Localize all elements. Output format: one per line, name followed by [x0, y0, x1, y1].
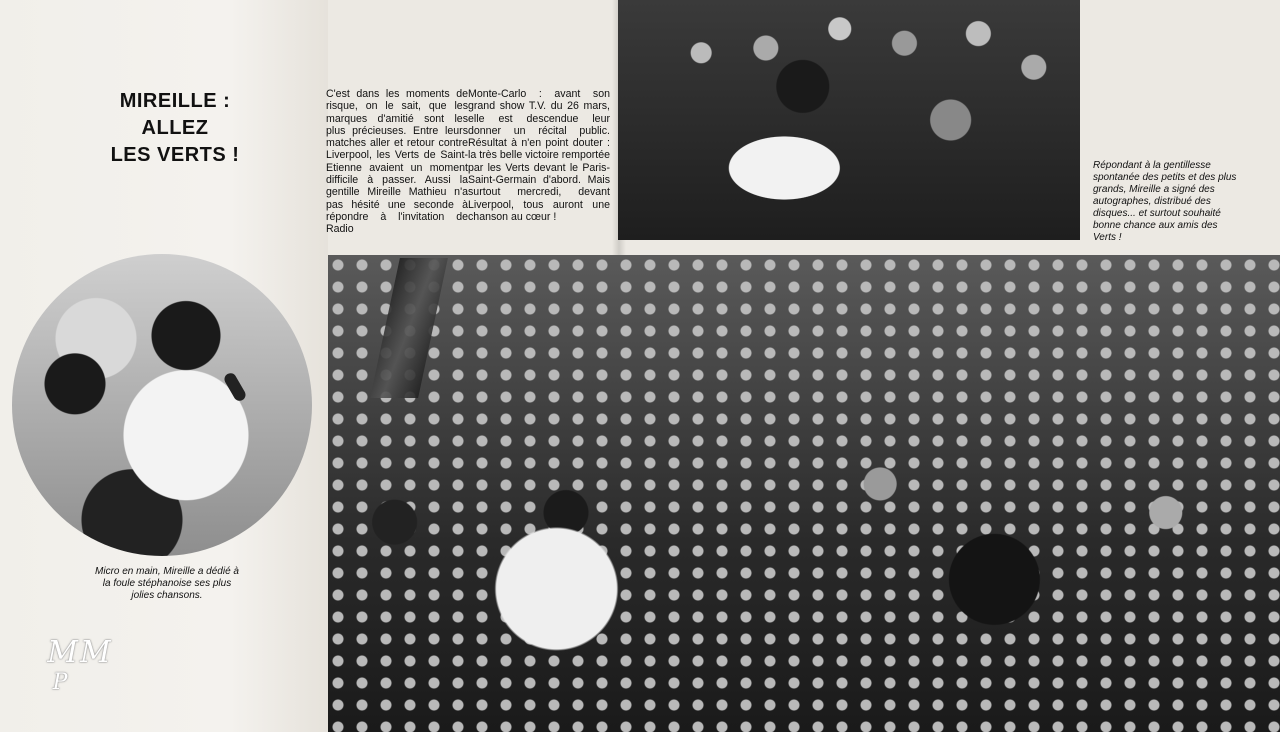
photo-autographs — [618, 0, 1080, 240]
watermark-logo — [20, 636, 140, 696]
title-line-3: LES VERTS ! — [110, 144, 240, 166]
watermark-line-2: P — [52, 670, 68, 695]
caption-left: Micro en main, Mireille a dédié à la foule stéphanoise ses plus jolies chansons. — [95, 566, 239, 601]
watermark-line-1: MM — [47, 635, 113, 670]
title-line-2: ALLEZ — [141, 117, 209, 139]
title-line-1: MIREILLE : — [119, 90, 231, 112]
photo-singing-circle — [12, 254, 312, 556]
article-column-1: C'est dans les moments de risque, on le sait, que les marques d'amitié sont les plus précieuses. Entre leurs matches aller et retour contre Liverpool, les Verts de Saint-Etienne avaient un moment difficile à passer. Aussi la gentille Mireille Mathieu n'a pas hésité une seconde à répondre à l'invitation de Radio — [326, 88, 468, 236]
article-column-2: Monte-Carlo : avant son grand show T.V. du 26 mars, elle est descendue leur donner un récital public. Résultat à n'en point douter : la très belle victoire remportée par les Verts devant le Paris-Saint-Germain d'abord. Mais surtout mercredi, devant Liverpool, tous auront une chanson au cœur ! — [468, 88, 610, 223]
article-title — [60, 88, 290, 169]
photo-crowd — [328, 255, 1280, 732]
caption-right: Répondant à la gentillesse spontanée des petits et des plus grands, Mireille a signé des autographes, distribué des disques... et surtout souhaité bonne chance aux amis des Verts ! — [1093, 160, 1237, 243]
